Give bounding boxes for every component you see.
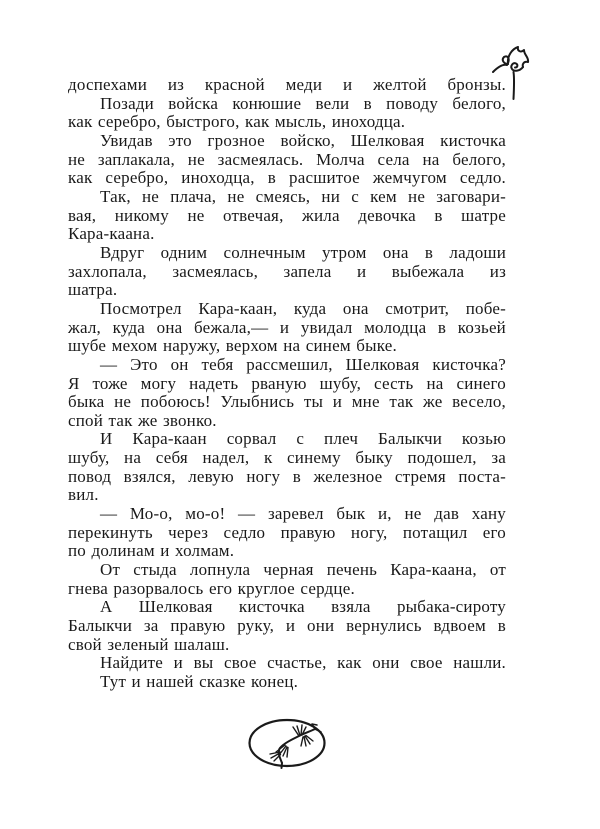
paragraph	[68, 300, 506, 356]
paragraph	[68, 654, 506, 673]
text-line: Балыкчи за правую руку, и они вернулись вдвоем в	[68, 616, 506, 636]
text-line: Найдите и вы свое счастье, как они свое нашли.	[100, 653, 506, 673]
paragraph	[68, 505, 506, 561]
text-line: гнева разорвалось его круглое сердце.	[68, 578, 355, 598]
paragraph	[68, 598, 506, 654]
text-line: Так, не плача, не смеясь, ни с кем не заговари-	[100, 186, 506, 206]
paragraph	[68, 356, 506, 431]
paragraph	[68, 188, 506, 244]
text-line: быка не побоюсь! Улыбнись ты и мне так же весело,	[68, 392, 506, 412]
text-line: — Мо-о, мо-о! — заревел бык и, не дав хану	[100, 504, 506, 524]
paragraph	[68, 430, 506, 505]
text-line: вая, никому не отвечая, жила девочка в шатре	[68, 205, 506, 225]
text-line: Кара-каана.	[68, 224, 155, 244]
text-line: перекинуть через седло правую ногу, потащил его	[68, 522, 506, 542]
text-line: — Это он тебя рассмешил, Шелковая кисточка?	[100, 354, 506, 374]
text-line: как серебро, иноходца, в расшитое жемчугом седло.	[68, 168, 506, 188]
text-line: как серебро, быстрого, как мысль, иноходца.	[68, 112, 406, 132]
text-line: А Шелковая кисточка взяла рыбака-сироту	[100, 597, 506, 617]
text-line: шубу, на себя надел, к синему быку подошел, за	[68, 448, 506, 468]
text-line: свой зеленый шалаш.	[68, 634, 230, 654]
paragraph	[68, 673, 506, 692]
text-line: Позади войска конюшие вели в поводу белого,	[100, 93, 506, 113]
pine-branch-vignette-icon	[245, 716, 329, 770]
text-line: Вдруг одним солнечным утром она в ладоши	[100, 242, 506, 262]
text-line: Увидав это грозное войско, Шелковая кисточка	[100, 130, 506, 150]
story-text	[68, 76, 506, 692]
paragraph	[68, 561, 506, 598]
text-line: шубе мехом наружу, верхом на синем быке.	[68, 336, 397, 356]
text-line: Я тоже могу надеть рваную шубу, сесть на синего	[68, 373, 506, 393]
paragraph	[68, 132, 506, 188]
text-line: доспехами из красной меди и желтой бронзы.	[68, 75, 506, 94]
text-line: повод взялся, левую ногу в железное стремя поста-	[68, 466, 506, 486]
text-line: вил.	[68, 485, 99, 505]
text-line: И Кара-каан сорвал с плеч Балыкчи козью	[100, 429, 506, 449]
text-line: Посмотрел Кара-каан, куда она смотрит, побе-	[100, 298, 506, 318]
text-line: не заплакала, не засмеялась. Молча села на белого,	[68, 149, 506, 169]
text-line: От стыда лопнула черная печень Кара-каана, от	[100, 560, 506, 580]
paragraph	[68, 244, 506, 300]
text-line: Тут и нашей сказке конец.	[100, 672, 299, 691]
text-line: жал, куда она бежала,— и увидал молодца в козьей	[68, 317, 506, 337]
text-line: захлопала, засмеялась, запела и выбежала из	[68, 261, 506, 281]
text-line: спой так же звонко.	[68, 410, 217, 430]
paragraph	[68, 95, 506, 132]
text-line: шатра.	[68, 280, 118, 300]
text-line: по долинам и холмам.	[68, 541, 235, 561]
paragraph	[68, 76, 506, 95]
